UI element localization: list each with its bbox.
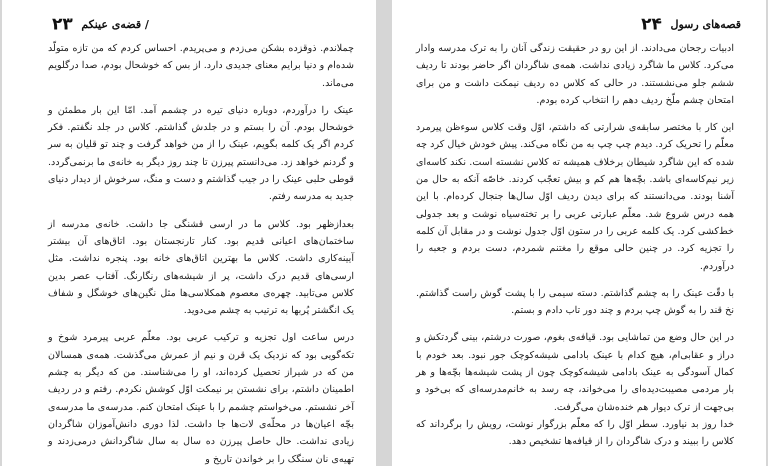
paragraph: این کار با مختصر سابقه‌ی شرارتی که داشتم، اوّل وقت کلاس سوءظن پیرمرد معلّم را تحریک کرد. دیدم چپ چپ به من نگاه می‌کند. پیش خودش خیال کرد چه شده که این شاگرد شیطان برخلاف همیشه ته کلاس نشسته است. نکند کاسه‌ای زیر نیم‌کاسه‌ای باشد. بچّه‌ها هم کم و بیش تعجّب کردند. خاصّه آنکه به حال من آشنا بودند. می‌دانستند که برای دیدن ردیف اوّل سال‌ها جنجال کرده‌ام. با این همه درس شروع شد. معلّم عبارتی عربی را بر تخته‌سیاه نوشت و بعد جدولی خط‌کشی کرد. یک کلمه عربی را در ستون اوّل جدول نوشت و در مقابل آن کلمه را تجزیه کرد. در چنین حالی موقع را مغتنم شمردم، دست بردم و جعبه را درآوردم. (416, 122, 734, 272)
paragraph: چملاندم. ذوقزده بشکن می‌زدم و می‌پریدم. احساس کردم که من تازه متولّد شده‌ام و دنیا برایم معنای جدیدی دارد. از بس که خوشحال بودم، صدا درگلویم می‌ماند. (48, 43, 354, 89)
right-page (392, 0, 766, 466)
paragraph: عینک را درآوردم، دوباره دنیای تیره در چشمم آمد. امّا این بار مطمئن و خوشحال بودم. آن را بستم و در جلدش گذاشتم. کلاس در جلد نگفتم. فکر کردم اگر یک کلمه بگویم، عینک را از من خواهد گرفت و چند تو قلیان به سر و گردنم خواهد زد. می‌دانستم پیرزن تا چند روز دیگر به خانه‌ی ما برنمی‌گردد. قوطی حلبی عینک را در جیب گذاشتم و دست و منگ، سرخوش از دیدار دنیای جدید به مدرسه رفتم. (48, 104, 354, 203)
paragraph: درس ساعت اول تجزیه و ترکیب عربی بود. معلّم عربی پیرمرد شوخ و تکه‌گویی بود که نزدیک یک قرن و نیم از عمرش می‌گذشت. همه‌ی همسالان من که در شیراز تحصیل کرده‌اند، او را می‌شناسند. من که دیگر به چشم اطمینان داشتم، برای نشستن بر نیمکت اوّل کوشش نکردم. رفتم و در ردیف آخر نشستم. می‌خواستم چشمم را با عینک امتحان کنم. مدرسه‌ی ما مدرسه‌ی بچّه اعیان‌ها در محلّه‌ی لات‌ها جا داشت. لذا دوری دانش‌آموزان شاگردان زیادی نداشت. حال حاصل پیرزن ده سال به سال شاگردانش درمی‌زدند و تهیه‌ی نان سنگک را بر خواندن تاریخ و (48, 332, 354, 465)
page-gutter (376, 0, 392, 466)
left-page-body (48, 40, 354, 466)
right-page-number: ۲۴ (641, 14, 662, 35)
paragraph-gap (416, 275, 734, 285)
paragraph: در این حال وضع من تماشایی بود. قیافه‌ی بغوم، صورت درشتم، بینی گردتکش و دراز و عقابی‌ام، هیچ کدام با عینک بادامی شیشه‌کوچک جور نبود. بعد خودم با کمال آسودگی به عینک بادامی شیشه‌کوچک چون از پشت شیشه‌ها بچّه‌ها و هر بار مردمی مصیبت‌دیده‌ای را می‌خواند، چه رسد به خانم‌مدرسه‌ای که بی‌خود و بی‌جهت از ترک دیوار هم خنده‌شان می‌گرفت. (416, 332, 734, 413)
right-page-body (416, 40, 734, 451)
paragraph: ادبیات رجحان می‌دادند. از این رو در حقیقت زندگی آنان را به ترک مدرسه وادار می‌کرد. کلاس ما شاگرد زیادی نداشت. همه‌ی شاگردان اگر حاضر بودند تا ردیف ششم جلو می‌نشستند. در حالی که کلاس ده ردیف نیمکت داشت و من برای امتحان چشم ملّخ ردیف دهم را انتخاب کرده بودم. (416, 43, 734, 106)
paragraph-gap (48, 206, 354, 216)
left-running-title: قضه‌ی عینکم / (81, 18, 149, 31)
left-page-header (52, 14, 152, 34)
paragraph-gap (416, 109, 734, 119)
paragraph: بعدازظهر بود. کلاس ما در ارسی قشنگی جا داشت. خانه‌ی مدرسه از ساختمان‌های اعیانی قدیم بود. کنار تارنجستان بود. اتاق‌های آن بیشتر آیینه‌کاری داشت. کلاس ما بهترین اتاق‌های خانه بود. پنجره نداشت. مثل ارسی‌های قدیم درک داشت، پر از شیشه‌های رنگارنگ. آفتاب عصر بدین کلاس می‌تابید. چهره‌ی معصوم همکلاسی‌ها مثل نگین‌های خوشگل و شفاف یک انگشتر پُربها به ترتیب به چشم می‌دوید. (48, 218, 354, 317)
paragraph-gap (48, 319, 354, 329)
paragraph: خدا روز بد نیاورد. سطر اوّل را که معلّم بزرگوار نوشت، رویش را برگرداند که کلاس را ببیند و درک شاگردان را از قیافه‌ها تشخیص دهد. (416, 418, 734, 448)
paragraph: با دقّت عینک را به چشم گذاشتم. دسته سیمی را با پشت گوش راست گذاشتم. نخ قند را به گوش چپ بردم و چند دور تاب دادم و بستم. (416, 287, 734, 317)
paragraph-gap (48, 92, 354, 102)
left-page (2, 0, 376, 466)
left-page-number: ۲۳ (52, 14, 73, 35)
right-page-header (641, 14, 744, 34)
right-running-title: قصه‌های رسول (670, 18, 741, 31)
paragraph-gap (416, 319, 734, 329)
